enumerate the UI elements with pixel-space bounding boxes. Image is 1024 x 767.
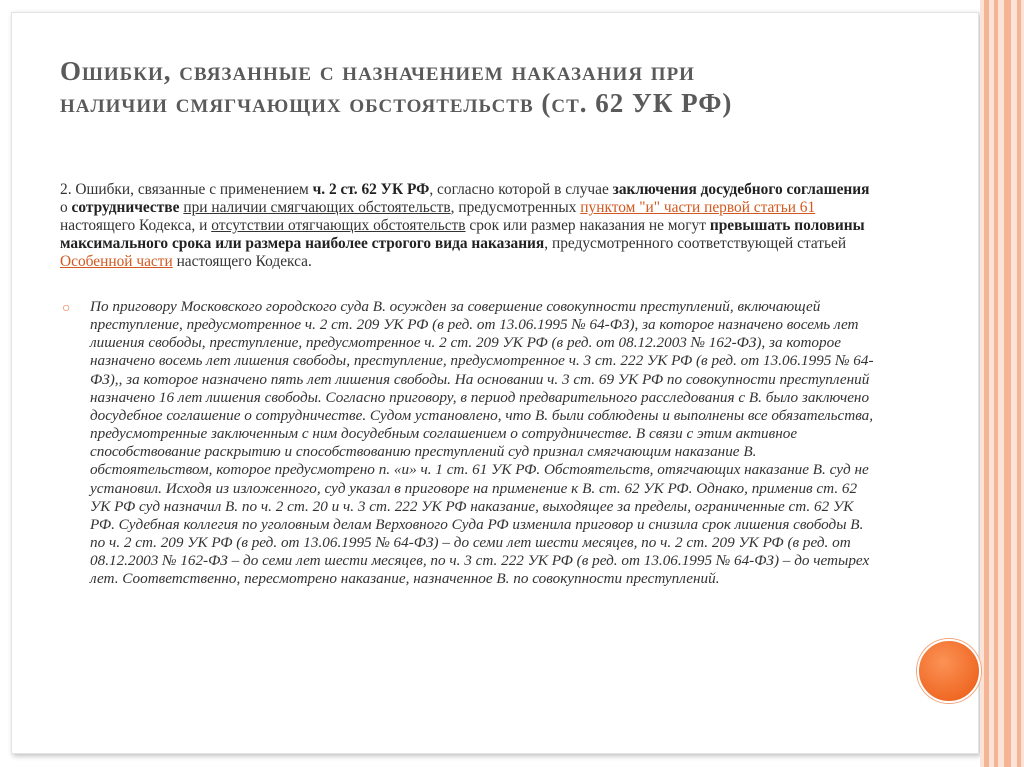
intro-text: 2. Ошибки, связанные с применением bbox=[60, 181, 313, 198]
orange-circle-icon bbox=[917, 639, 981, 703]
stripe bbox=[984, 0, 989, 767]
intro-text: , предусмотренных bbox=[450, 199, 581, 216]
intro-bold: сотрудничестве bbox=[71, 199, 180, 216]
intro-text: настоящего Кодекса. bbox=[172, 253, 312, 270]
circle-bullet-icon: ○ bbox=[62, 301, 71, 316]
intro-text: о bbox=[60, 199, 72, 216]
intro-text: , согласно которой в случае bbox=[429, 181, 613, 198]
intro-bold: ч. 2 ст. 62 УК РФ bbox=[312, 181, 430, 198]
stripe bbox=[1004, 0, 1011, 767]
special-part-link[interactable]: Особенной части bbox=[60, 253, 173, 270]
article-61-link[interactable]: пунктом "и" части первой статьи 61 bbox=[580, 199, 816, 216]
case-paragraph: По приговору Московского городского суда В. осужден за совершение совокупности преступлений, включающей преступление, предусмотренное ч. 2 ст. 209 УК РФ (в ред. от 13.06.1995 № 64-ФЗ), за которое назначено восемь лет лишения свободы, преступление, предусмотренное ч. 2 ст. 209 УК РФ (в ред. от 08.12.2003 № 162-ФЗ), за которое назначено восемь лет лишения свободы, преступление, предусмотренное ч. 3 ст. 222 УК РФ (в ред. от 13.06.1995 № 64-ФЗ),, за которое назначено пять лет лишения свободы. На основании ч. 3 ст. 69 УК РФ по совокупности преступлений назначено 16 лет лишения свободы. Согласно приговору, в период предварительного расследования с В. было заключено досудебное соглашение о сотрудничестве. Судом установлено, что В. были соблюдены и выполнены все обязательства, предусмотренные заключенным с ним досудебным соглашением о сотрудничестве. В связи с этим активное способствование раскрытию и способствованию преступлений суд признал смягчающим наказание В. обстоятельством, которое предусмотрено п. «и» ч. 1 ст. 61 УК РФ. Обстоятельств, отягчающих наказание В. суд не установил. Исходя из изложенного, суд указал в приговоре на применение к В. ст. 62 УК РФ. Однако, применив ст. 62 УК РФ суд назначил В. по ч. 2 ст. 20 и ч. 3 ст. 222 УК РФ наказание, выходящее за пределы, ограниченные ст. 62 УК РФ. Судебная коллегия по уголовным делам Верховного Суда РФ изменила приговор и снизила срок лишения свободы В. по ч. 2 ст. 209 УК РФ (в ред. от 13.06.1995 № 64-ФЗ) – до семи лет шести месяцев, по ч. 2 ст. 209 УК РФ (в ред. от 08.12.2003 № 162-ФЗ – до семи лет шести месяцев, по ч. 3 ст. 222 УК РФ (в ред. от 13.06.1995 № 64-ФЗ) – до четырех лет. Соответственно, пересмотрено наказание, назначенное В. по совокупности преступлений. bbox=[90, 298, 874, 588]
intro-paragraph bbox=[60, 181, 875, 271]
intro-text: срок или размер наказания не могут bbox=[465, 217, 710, 234]
slide-title bbox=[60, 55, 920, 119]
stripe bbox=[1017, 0, 1021, 767]
intro-underlined: при наличии смягчающих обстоятельств bbox=[183, 199, 451, 216]
decorative-stripes bbox=[980, 0, 1024, 767]
intro-text: настоящего Кодекса, и bbox=[60, 217, 212, 234]
title-line-2: наличии смягчающих обстоятельств (ст. 62 УК РФ) bbox=[60, 88, 733, 118]
title-line-1: Ошибки, связанные с назначением наказания при bbox=[60, 56, 695, 86]
intro-bold: превышать половины максимального срока или размера наиболее строгого вида наказания bbox=[60, 217, 865, 252]
stripe bbox=[994, 0, 998, 767]
intro-underlined: отсутствии отягчающих обстоятельств bbox=[211, 217, 466, 234]
intro-text: , предусмотренного соответствующей статьей bbox=[544, 235, 847, 252]
intro-bold: заключения досудебного соглашения bbox=[612, 181, 870, 198]
